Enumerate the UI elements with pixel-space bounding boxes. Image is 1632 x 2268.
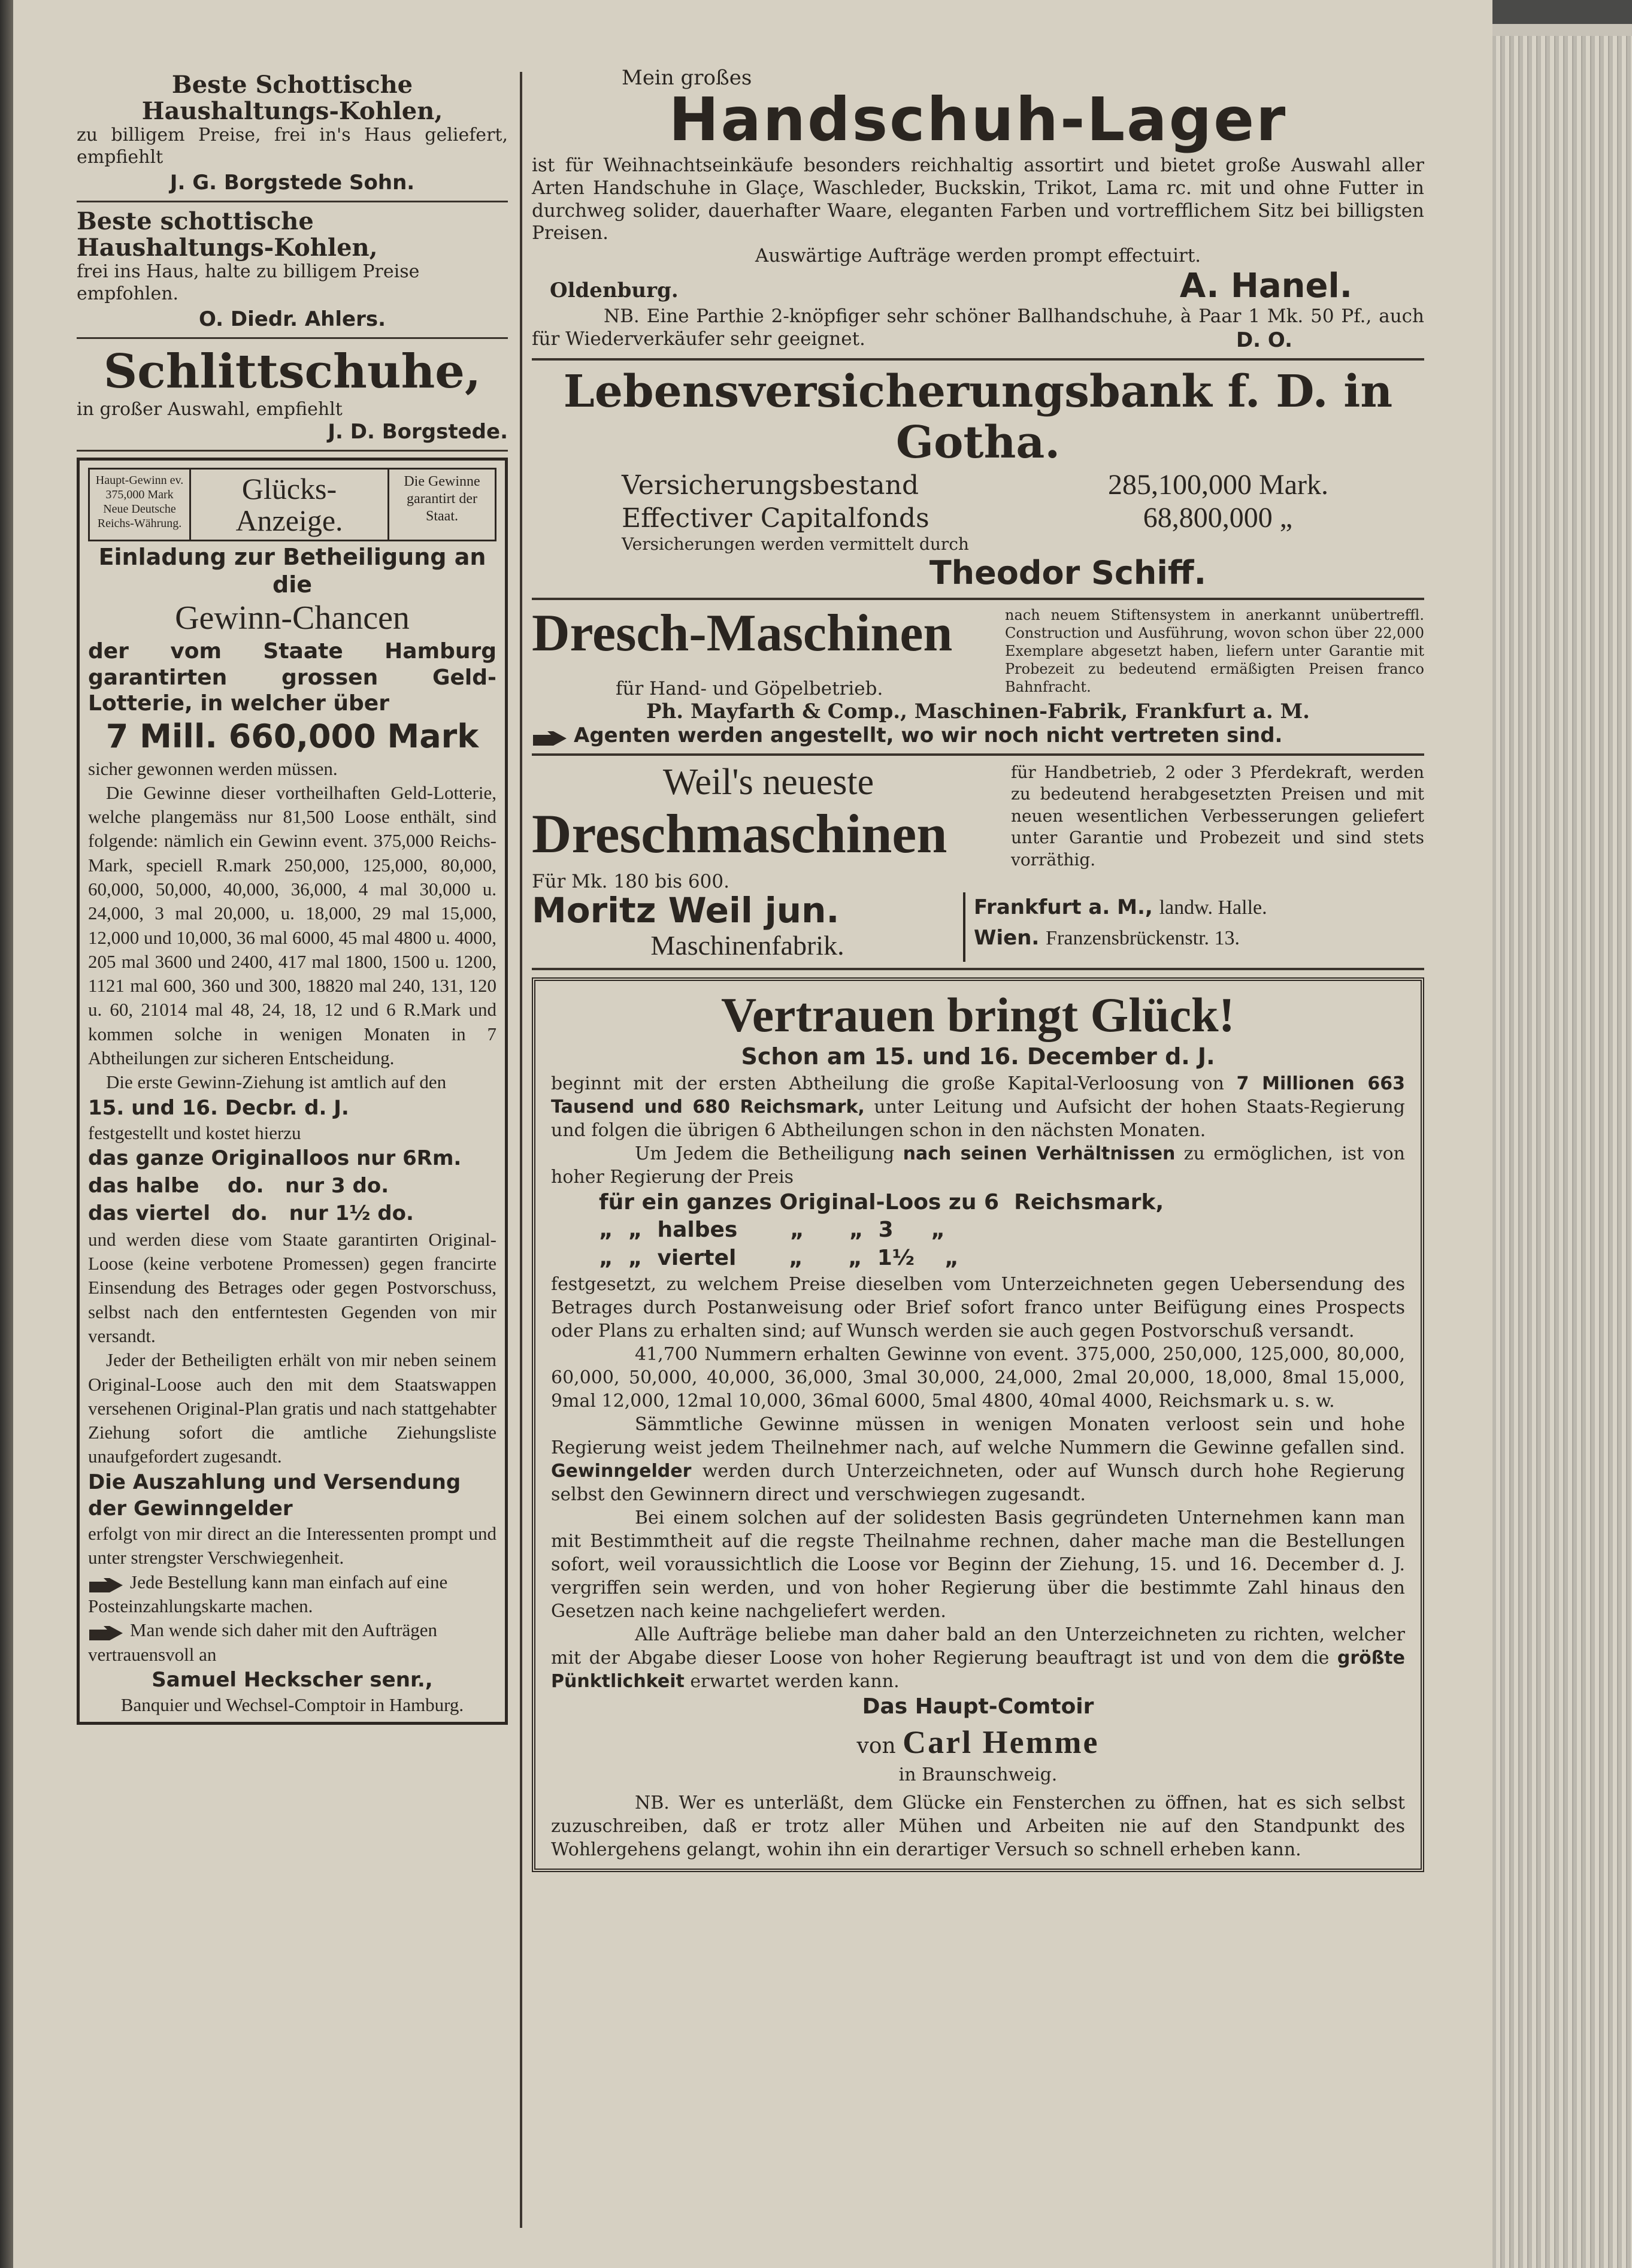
hemme-p1c: unter Leitung und Aufsicht der hohen Staats-Regierung und folgen die übrigen 6 Abtheilungen schon in den nächsten Monaten.: [551, 1096, 1405, 1141]
dresch2-t1: Weil's neueste: [662, 762, 874, 803]
ad2-title: Beste schottische Haushaltungs-Kohlen,: [77, 207, 378, 262]
lottery-p6: erfolgt von mir direct an die Interessenten prompt und unter strengster Verschwiegenheit.: [88, 1523, 496, 1568]
ad-skates: [77, 345, 508, 444]
glove-body: ist für Weihnachtseinkäufe besonders reichhaltig assortirt und bietet große Auswahl aller Arten Handschuhe in Glaçe, Waschleder, Buckskin, Trikot, Lama rc. mit und ohne Futter in durchweg solider, dauerhafter Waare, eleganten Farben und vortrefflichem Sitz bei billigsten Preisen.: [532, 155, 1424, 244]
dresch2-loc1-addr: landw. Halle.: [1159, 897, 1267, 919]
dresch2-t2: Dreschmaschinen: [532, 803, 947, 865]
ad-threshers-mayfarth: [532, 606, 1424, 747]
divider: [532, 598, 1424, 600]
insurance-r2-value: 68,800,000 „: [1143, 502, 1292, 534]
insurance-r2-label: Effectiver Capitalfonds: [622, 503, 929, 534]
ad1-title: Beste Schottische Haushaltungs-Kohlen,: [141, 71, 443, 125]
hemme-p7: [551, 1623, 1405, 1693]
dresch1-agents-text: Agenten werden angestellt, wo wir noch nicht vertreten sind.: [574, 723, 1283, 748]
hemme-p2b: nach seinen Verhältnissen: [903, 1143, 1176, 1164]
glove-nb: NB. Eine Parthie 2-knöpfiger sehr schöner Ballhandschuhe, à Paar 1 Mk. 50 Pf., auch für Wiederverkäufer sehr geeignet.: [532, 305, 1424, 350]
dresch2-firm2: Maschinenfabrik.: [650, 929, 844, 961]
column-divider: [520, 72, 522, 2228]
hemme-price-quarter: „ „ viertel „ „ 1½ „: [599, 1246, 959, 1271]
hemme-p2a: Um Jedem die Betheiligung: [635, 1143, 895, 1164]
divider: [77, 450, 508, 452]
hemme-sig2: [551, 1721, 1405, 1763]
pointing-hand-icon: [88, 1624, 124, 1640]
insurance-r1-label: Versicherungsbestand: [622, 470, 919, 501]
lottery-head3: der vom Staate Hamburg garantirten grossen Geld-Lotterie, in welcher über: [88, 639, 496, 716]
insurance-title: Lebensversicherungsbank f. D. in Gotha.: [563, 365, 1393, 468]
dresch1-firm: Ph. Mayfarth & Comp., Maschinen-Fabrik, Frankfurt a. M.: [646, 700, 1310, 724]
divider: [532, 968, 1424, 970]
ad-insurance: [532, 367, 1424, 592]
lottery-p3c: festgestellt und kostet hierzu: [88, 1122, 301, 1143]
insurance-r1-value: 285,100,000 Mark.: [1108, 469, 1328, 501]
lottery-firm2: Banquier und Wechsel-Comptoir in Hamburg.: [120, 1694, 464, 1716]
pointing-hand-icon: [532, 728, 568, 745]
dresch1-title: Dresch-Maschinen: [532, 604, 953, 663]
hemme-p5: [551, 1413, 1405, 1506]
price-half: das halbe do. nur 3 do.: [88, 1174, 389, 1198]
ad1-firm: J. G. Borgstede Sohn.: [169, 171, 415, 195]
divider: [532, 753, 1424, 756]
left-column: [77, 72, 508, 1725]
hemme-price-half: „ „ halbes „ „ 3 „: [599, 1218, 946, 1243]
dresch2-loc1: [974, 892, 1424, 923]
ad-glove-store: [532, 66, 1424, 352]
lottery-date: 15. und 16. Decbr. d. J.: [88, 1095, 349, 1120]
lottery-p7: [88, 1570, 496, 1619]
glove-firm: A. Hanel.: [1179, 267, 1352, 306]
gluecks-header-box: [88, 468, 496, 541]
price-quarter: das viertel do. nur 1½ do.: [88, 1201, 414, 1225]
divider: [77, 201, 508, 202]
hemme-sig3: in Braunschweig.: [898, 1764, 1058, 1786]
hemme-p7b: größte Pünktlichkeit: [551, 1648, 1405, 1692]
ad3-body: in großer Auswahl, empfiehlt: [77, 399, 343, 420]
dresch1-side: nach neuem Stiftensystem in anerkannt unübertreffl. Construction und Ausführung, wovon schon über 22,000 Exemplare abgesetzt haben, liefern unter Garantie mit Probezeit zu bedeutend ermäßigten Preisen franco Bahnfracht.: [1005, 607, 1424, 696]
gluecks-title: Glücks-Anzeige.: [191, 470, 389, 540]
lottery-p8: [88, 1618, 496, 1667]
dresch2-loc2: [974, 923, 1424, 953]
dresch2-firm: Moritz Weil jun.: [532, 890, 840, 931]
lottery-chances: Gewinn-Chancen: [175, 599, 410, 637]
hemme-p5c: werden durch Unterzeichneten, oder auf Wunsch durch hohe Regierung selbst den Gewinnern direct und verschwiegen zugesandt.: [551, 1461, 1405, 1506]
glove-title: Handschuh-Lager: [668, 84, 1288, 155]
lottery-p7-text: Jede Bestellung kann man einfach auf eine Posteinzahlungskarte machen.: [88, 1571, 448, 1617]
lottery-p3: Die erste Gewinn-Ziehung ist amtlich auf den: [106, 1071, 447, 1093]
hemme-p1a: beginnt mit der ersten Abtheilung die große Kapital-Verloosung von: [551, 1073, 1224, 1094]
divider: [532, 358, 1424, 361]
hemme-sig2b: Carl Hemme: [903, 1724, 1100, 1760]
divider: [77, 337, 508, 339]
hemme-price-whole: für ein ganzes Original-Loos zu 6 Reichsmark,: [599, 1189, 1164, 1215]
ad-ahlers-coal: [77, 208, 508, 331]
hemme-title: Vertrauen bringt Glück!: [721, 988, 1235, 1043]
dresch2-loc1-city: Frankfurt a. M.,: [974, 895, 1153, 920]
lottery-p8-text: Man wende sich daher mit den Aufträgen vertrauensvoll an: [88, 1619, 438, 1665]
glove-pre: Mein großes: [622, 66, 752, 90]
hemme-nb: NB. Wer es unterläßt, dem Glücke ein Fensterchen zu öffnen, hat es sich selbst zuzuschreiben, daß er trotz aller Mühen und Arbeiten nie auf den Standpunkt des Wohlergehens gelangt, wohin ihn ein derartiger Versuch so schnell erheben kann.: [551, 1792, 1405, 1861]
hemme-p1b: 7 Millionen 663 Tausend und 680 Reichsmark,: [551, 1073, 1405, 1118]
gluecks-left: Haupt-Gewinn ev. 375,000 Mark Neue Deutsche Reichs-Währung.: [90, 470, 191, 540]
lottery-invite: Einladung zur Betheiligung an die: [98, 544, 486, 598]
page-stack-edge: [1492, 36, 1632, 2268]
hemme-p7a: Alle Aufträge beliebe man daher bald an den Unterzeichneten zu richten, welcher mit der Abgabe dieser Loose von hoher Regierung beauftragt ist und von dem die: [551, 1624, 1405, 1669]
lottery-p4: und werden diese vom Staate garantirten Original-Loose (keine verbotene Promessen) gegen francirte Einsendung des Betrages oder gegen Postvorschuss, selbst nach den entferntesten Gegenden von mir versandt.: [88, 1228, 496, 1346]
right-column: [532, 66, 1424, 1872]
hemme-p4: 41,700 Nummern erhalten Gewinne von event. 375,000, 250,000, 125,000, 80,000, 60,000, 50,000, 40,000, 36,000, 3mal 30,000, 24,000, 2mal 20,000, 18,000, 8mal 15,000, 9mal 12,000, 12mal 10,000, 36mal 6000, 5mal 4800, 40mal 4000, Reichsmark u. s. w.: [551, 1344, 1405, 1412]
dresch1-sub: für Hand- und Göpelbetrieb.: [616, 678, 883, 700]
lottery-p5: Jeder der Betheiligten erhält von mir neben seinem Original-Loose auch den mit dem Staatswappen versehenen Original-Plan gratis und nach stattgehabter Ziehung sofort die amtliche Ziehungsliste unaufgefordert zugesandt.: [88, 1349, 496, 1467]
lottery-p2: Die Gewinne dieser vortheilhaften Geld-Lotterie, welche plangemäss nur 81,500 Loose enthält, sind folgende: nämlich ein Gewinn event. 375,000 Reichs-Mark, speciell R.mark 250,000, 125,000, 80,000, 60,000, 50,000, 40,000, 36,000, 4 mal 30,000 u. 24,000, 3 mal 20,000, u. 18,000, 29 mal 15,000, 12,000 und 10,000, 36 mal 6000, 45 mal 4800 u. 4000, 205 mal 3600 und 2400, 417 mal 1800, 1500 u. 1200, 1121 mal 600, 360 und 300, 18820 mal 240, 131, 120 u. 60, 21014 mal 48, 24, 18, 12 und 6 R.Mark und kommen solche in wenigen Monaten in 7 Abtheilungen zur sicheren Entscheidung.: [88, 782, 496, 1069]
hemme-sig1: Das Haupt-Comtoir: [862, 1694, 1094, 1719]
lottery-firm: Samuel Heckscher senr.,: [152, 1667, 433, 1692]
hemme-p2: [551, 1142, 1405, 1189]
ad3-firm: J. D. Borgstede.: [328, 420, 508, 444]
dresch2-price: Für Mk. 180 bis 600.: [532, 871, 729, 893]
hemme-date: Schon am 15. und 16. December d. J.: [741, 1043, 1215, 1070]
hemme-p3: festgesetzt, zu welchem Preise dieselben vom Unterzeichneten gegen Uebersendung des Betrages durch Postanweisung oder Brief sofort franco unter Beifügung eines Prospects oder Plans zu erhalten sind; auf Wunsch werden sie auch gegen Postvorschuß versandt.: [551, 1274, 1405, 1342]
lottery-p1: sicher gewonnen werden müssen.: [88, 758, 338, 779]
dresch1-agents: [532, 723, 1424, 747]
gluecks-right: Die Gewinne garantirt der Staat.: [404, 474, 480, 524]
price-whole: das ganze Originalloos nur 6Rm.: [88, 1146, 462, 1171]
dresch2-loc2-city: Wien.: [974, 926, 1040, 950]
ad1-body: zu billigem Preise, frei in's Haus geliefert, empfiehlt: [77, 125, 508, 168]
lottery-ad-box: [77, 458, 508, 1725]
dresch2-side: für Handbetrieb, 2 oder 3 Pferdekraft, werden zu bedeutend herabgesetzten Preisen und mit neuen wesentlichen Verbesserungen geliefert unter Garantie und Probezeit und sind stets vorräthig.: [1011, 762, 1424, 870]
ad-ahlers-borgstede-coal: [77, 72, 508, 195]
hemme-p2c: zu ermöglichen, ist von hoher Regierung der Preis: [551, 1143, 1406, 1188]
lottery-total: 7 Mill. 660,000 Mark: [105, 717, 479, 755]
hemme-p6: Bei einem solchen auf der solidesten Basis gegründeten Unternehmen kann man mit Bestimmtheit auf die regste Theilnahme rechnen, daher mache man die Bestellungen sofort, weil voraussichtlich die Loose vor Beginn der Ziehung, 15. und 16. December d. J. vergriffen sein werden, und von hoher Regierung über die bestimmte Zahl hinaus den Gesetzen nach keine nachgeliefert werden.: [551, 1507, 1405, 1622]
hemme-p1: [551, 1072, 1405, 1142]
hemme-p5a: Sämmtliche Gewinne müssen in wenigen Monaten verloost sein und hohe Regierung weist jedem Theilnehmer nach, auf welche Nummern die Gewinne gefallen sind.: [551, 1414, 1405, 1459]
ad-hemme-lottery-box: [532, 977, 1424, 1872]
glove-sig: D. O.: [1236, 328, 1292, 352]
hemme-p7c: erwartet werden kann.: [690, 1671, 900, 1692]
pointing-hand-icon: [88, 1576, 124, 1592]
dresch2-loc2-addr: Franzensbrückenstr. 13.: [1046, 927, 1240, 950]
ad-threshers-weil: [532, 762, 1424, 962]
hemme-sig2a: von: [856, 1733, 896, 1758]
hemme-p5b: Gewinngelder: [551, 1461, 692, 1482]
lottery-p6a: Die Auszahlung und Versendung der Gewinngelder: [88, 1470, 461, 1521]
glove-city: Oldenburg.: [550, 278, 679, 303]
insurance-note: Versicherungen werden vermittelt durch: [622, 534, 969, 555]
ad2-firm: O. Diedr. Ahlers.: [198, 307, 386, 332]
insurance-firm: Theodor Schiff.: [929, 554, 1207, 592]
glove-line2: Auswärtige Aufträge werden prompt effectuirt.: [755, 245, 1201, 267]
ad3-title: Schlittschuhe,: [103, 344, 482, 399]
ad2-body: frei ins Haus, halte zu billigem Preise empfohlen.: [77, 261, 420, 304]
